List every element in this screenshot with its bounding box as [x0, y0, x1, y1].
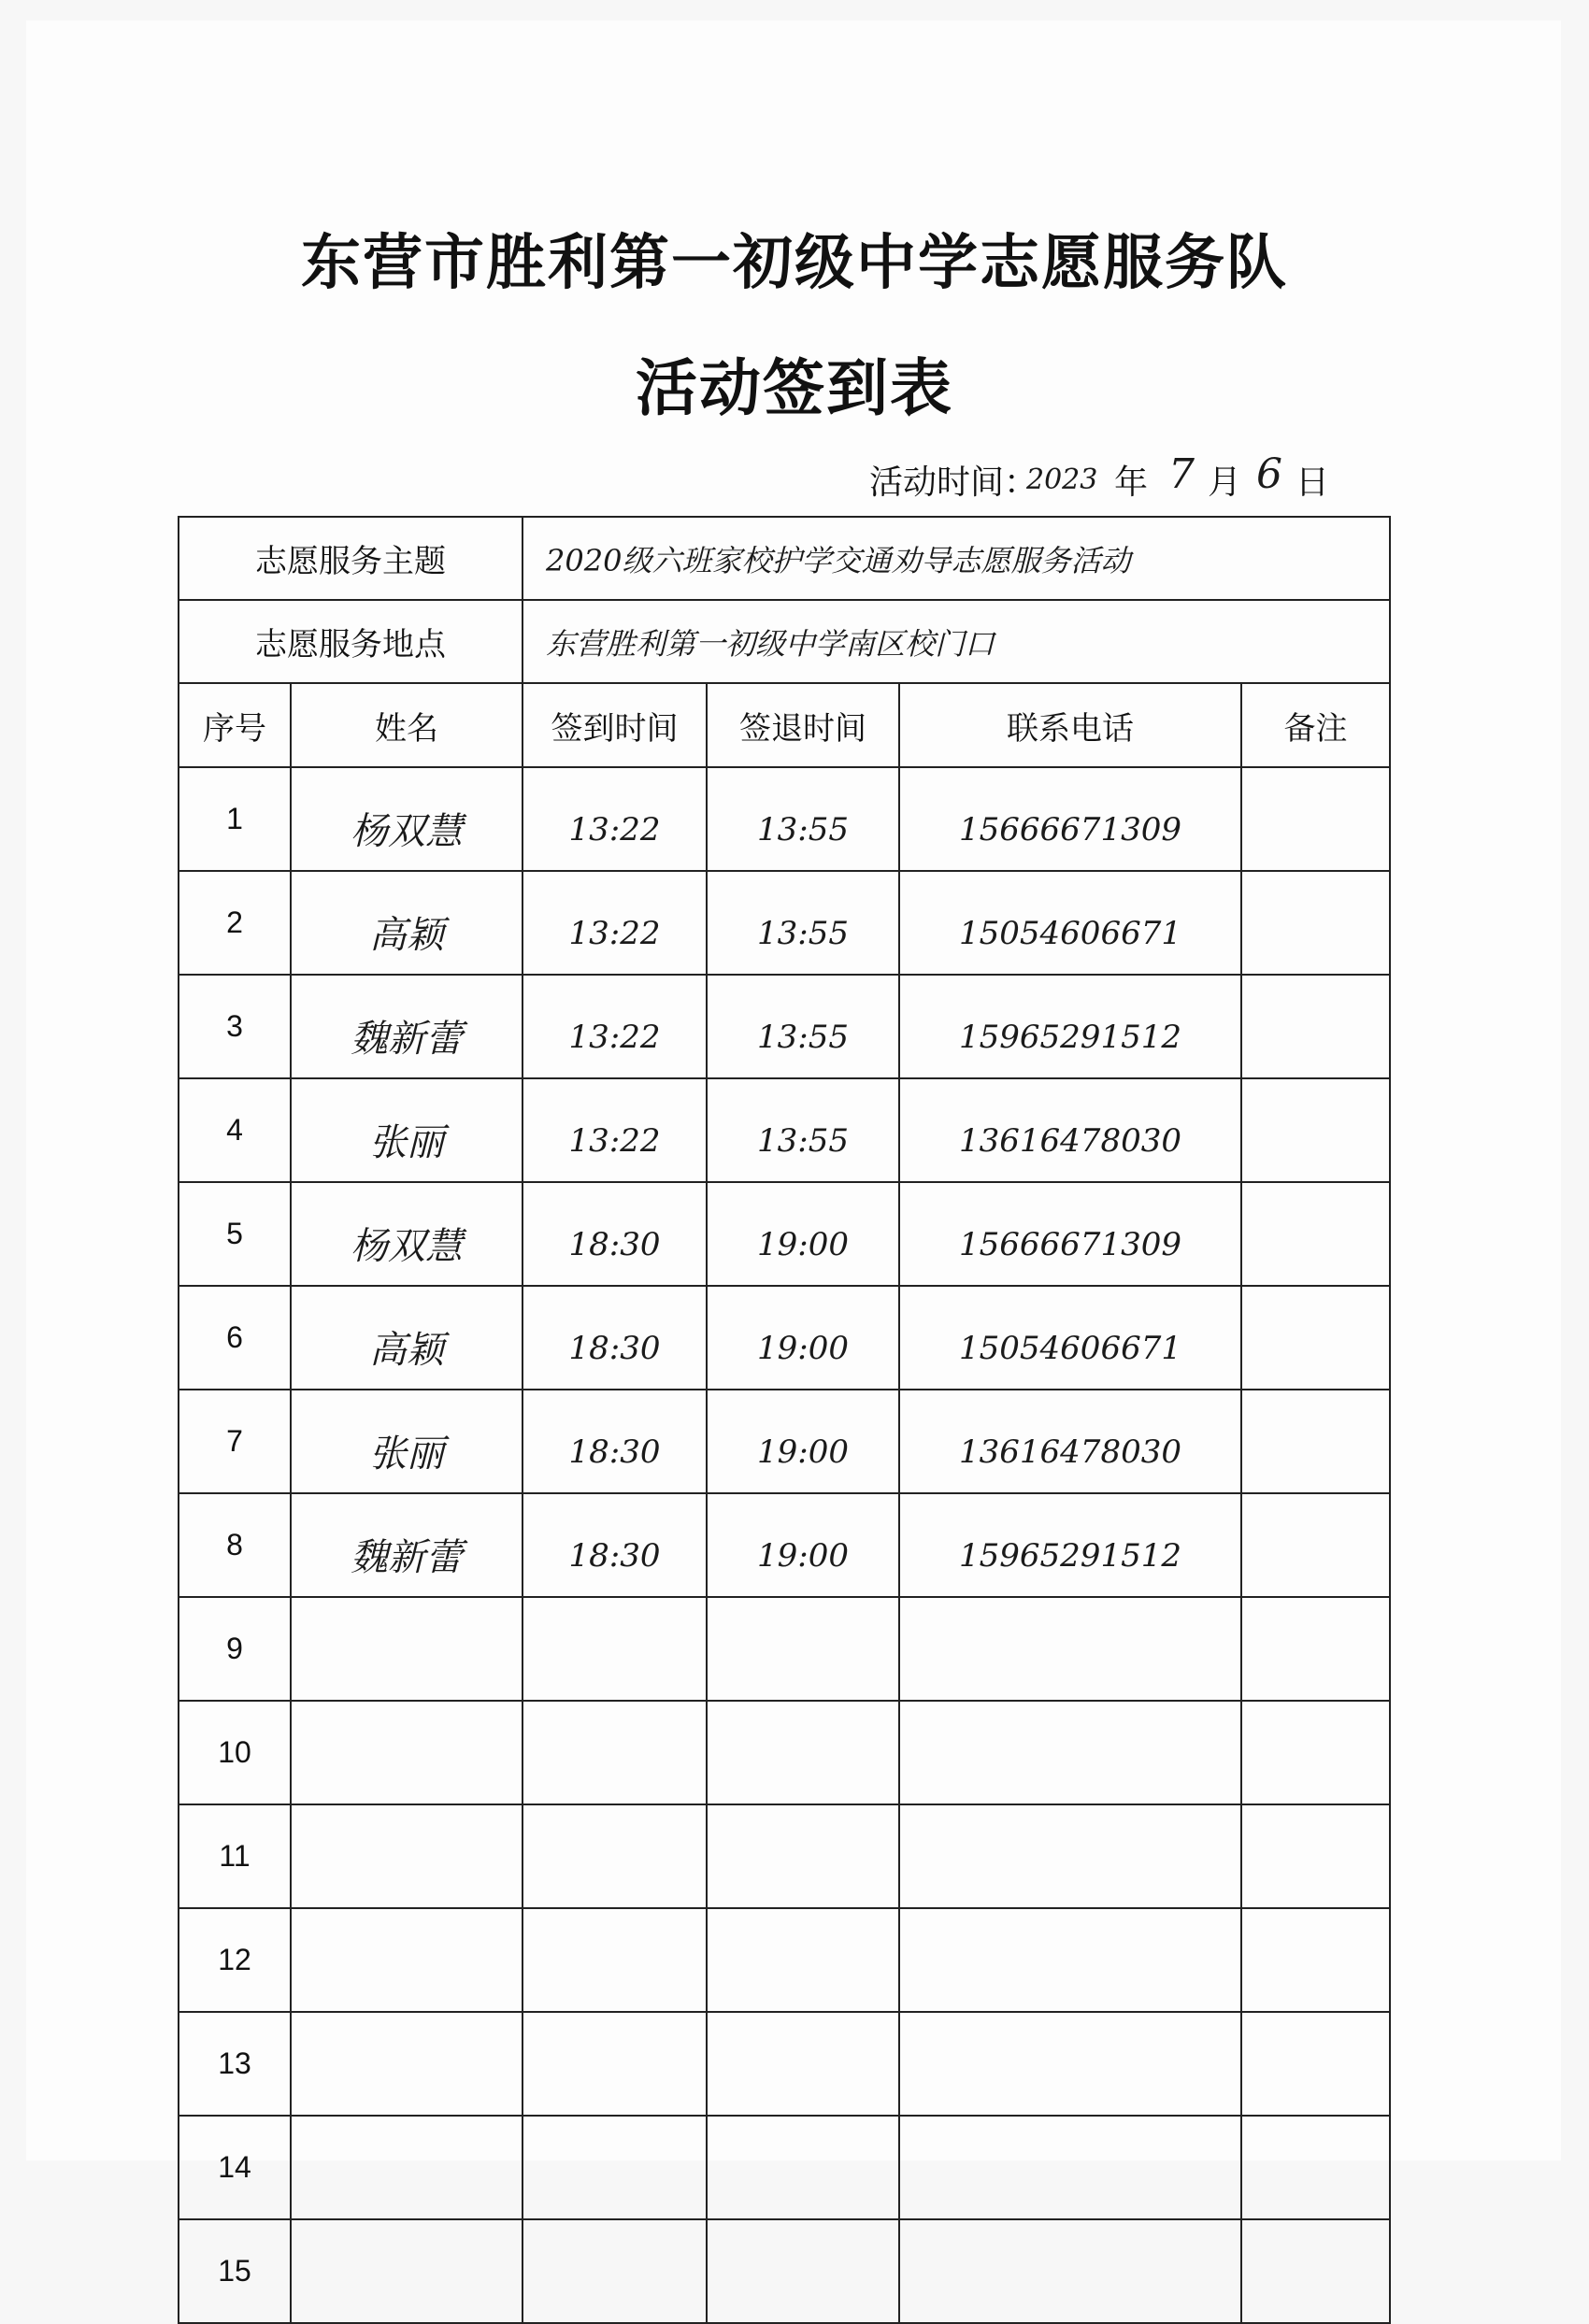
- date-year-unit: 年: [1114, 463, 1149, 502]
- theme-label: 志愿服务主题: [179, 517, 523, 600]
- cell-phone: [899, 1804, 1241, 1908]
- cell-name: [291, 2116, 523, 2219]
- cell-name: [291, 2219, 523, 2323]
- theme-value: 2020级六班家校护学交通劝导志愿服务活动: [523, 517, 1390, 600]
- cell-sign-out: 19:00: [707, 1390, 899, 1493]
- column-header-row: [179, 683, 1390, 767]
- table-row: [179, 1908, 1390, 2012]
- cell-sign-in: 18:30: [523, 1493, 707, 1597]
- date-year-value: 2023: [1026, 463, 1098, 496]
- date-month-unit: 月: [1208, 463, 1242, 502]
- cell-sign-in: [523, 1597, 707, 1701]
- cell-note: [1241, 1182, 1390, 1286]
- cell-note: [1241, 1804, 1390, 1908]
- cell-sign-out: 19:00: [707, 1286, 899, 1390]
- cell-note: [1241, 1908, 1390, 2012]
- cell-sign-in: 13:22: [523, 975, 707, 1078]
- table-row: [179, 1597, 1390, 1701]
- cell-no: 11: [179, 1804, 291, 1908]
- cell-sign-out: 13:55: [707, 871, 899, 975]
- cell-sign-out: [707, 1701, 899, 1804]
- form-title-line2: 活动签到表: [636, 352, 953, 424]
- cell-no: 3: [179, 975, 291, 1078]
- column-header-sign-out: 签退时间: [707, 683, 899, 767]
- table-row: [179, 1286, 1390, 1390]
- cell-note: [1241, 2219, 1390, 2323]
- activity-date: [869, 450, 1337, 506]
- cell-phone: 15965291512: [899, 1493, 1241, 1597]
- form-title-line1: 东营市胜利第一初级中学志愿服务队: [301, 229, 1288, 298]
- cell-name: 杨双慧: [291, 1182, 523, 1286]
- cell-phone: [899, 2219, 1241, 2323]
- cell-sign-out: 13:55: [707, 1078, 899, 1182]
- cell-sign-in: 13:22: [523, 871, 707, 975]
- date-day-value: 6: [1256, 450, 1282, 498]
- cell-no: 6: [179, 1286, 291, 1390]
- cell-phone: 13616478030: [899, 1078, 1241, 1182]
- cell-phone: [899, 2012, 1241, 2116]
- cell-no: 8: [179, 1493, 291, 1597]
- cell-no: 15: [179, 2219, 291, 2323]
- cell-phone: 15965291512: [899, 975, 1241, 1078]
- cell-name: [291, 1908, 523, 2012]
- table-row: [179, 975, 1390, 1078]
- cell-no: 13: [179, 2012, 291, 2116]
- cell-sign-in: [523, 2219, 707, 2323]
- cell-name: [291, 2012, 523, 2116]
- sign-in-table: [178, 516, 1391, 2324]
- theme-row: [179, 517, 1390, 600]
- cell-note: [1241, 2012, 1390, 2116]
- location-row: [179, 600, 1390, 683]
- cell-sign-out: 13:55: [707, 767, 899, 871]
- cell-phone: [899, 1701, 1241, 1804]
- cell-name: 高颖: [291, 871, 523, 975]
- column-header-name: 姓名: [291, 683, 523, 767]
- cell-note: [1241, 2116, 1390, 2219]
- cell-sign-out: [707, 2012, 899, 2116]
- cell-phone: 15666671309: [899, 1182, 1241, 1286]
- column-header-phone: 联系电话: [899, 683, 1241, 767]
- cell-phone: [899, 2116, 1241, 2219]
- cell-note: [1241, 1597, 1390, 1701]
- cell-no: 14: [179, 2116, 291, 2219]
- cell-sign-in: 18:30: [523, 1286, 707, 1390]
- column-header-sign-in: 签到时间: [523, 683, 707, 767]
- cell-no: 1: [179, 767, 291, 871]
- cell-sign-in: [523, 1804, 707, 1908]
- cell-sign-out: [707, 2116, 899, 2219]
- table-row: [179, 1182, 1390, 1286]
- cell-sign-in: 18:30: [523, 1182, 707, 1286]
- cell-sign-in: 13:22: [523, 767, 707, 871]
- cell-sign-in: [523, 2116, 707, 2219]
- cell-no: 7: [179, 1390, 291, 1493]
- cell-note: [1241, 1390, 1390, 1493]
- cell-phone: [899, 1908, 1241, 2012]
- cell-note: [1241, 1286, 1390, 1390]
- column-header-note: 备注: [1241, 683, 1390, 767]
- cell-no: 10: [179, 1701, 291, 1804]
- cell-phone: 13616478030: [899, 1390, 1241, 1493]
- cell-sign-out: 19:00: [707, 1493, 899, 1597]
- cell-sign-out: [707, 1597, 899, 1701]
- cell-name: [291, 1597, 523, 1701]
- table-row: [179, 1078, 1390, 1182]
- table-row: [179, 767, 1390, 871]
- cell-no: 12: [179, 1908, 291, 2012]
- table-row: [179, 1390, 1390, 1493]
- cell-sign-out: 13:55: [707, 975, 899, 1078]
- cell-sign-in: [523, 1908, 707, 2012]
- cell-phone: 15666671309: [899, 767, 1241, 871]
- cell-note: [1241, 1701, 1390, 1804]
- table-row: [179, 2012, 1390, 2116]
- cell-no: 5: [179, 1182, 291, 1286]
- cell-name: 张丽: [291, 1078, 523, 1182]
- table-row: [179, 2219, 1390, 2323]
- table-row: [179, 1493, 1390, 1597]
- cell-name: 杨双慧: [291, 767, 523, 871]
- column-header-no: 序号: [179, 683, 291, 767]
- cell-name: 魏新蕾: [291, 975, 523, 1078]
- cell-phone: 15054606671: [899, 1286, 1241, 1390]
- cell-note: [1241, 767, 1390, 871]
- cell-sign-out: [707, 1804, 899, 1908]
- cell-no: 9: [179, 1597, 291, 1701]
- cell-name: 张丽: [291, 1390, 523, 1493]
- cell-note: [1241, 975, 1390, 1078]
- cell-name: [291, 1701, 523, 1804]
- cell-sign-in: 13:22: [523, 1078, 707, 1182]
- cell-note: [1241, 871, 1390, 975]
- date-label: 活动时间：: [869, 463, 1038, 502]
- table-row: [179, 871, 1390, 975]
- cell-sign-in: [523, 1701, 707, 1804]
- cell-name: 高颖: [291, 1286, 523, 1390]
- cell-no: 4: [179, 1078, 291, 1182]
- cell-name: 魏新蕾: [291, 1493, 523, 1597]
- cell-phone: [899, 1597, 1241, 1701]
- table-row: [179, 1701, 1390, 1804]
- location-value: 东营胜利第一初级中学南区校门口: [523, 600, 1390, 683]
- date-day-unit: 日: [1296, 463, 1330, 502]
- cell-phone: 15054606671: [899, 871, 1241, 975]
- cell-sign-in: 18:30: [523, 1390, 707, 1493]
- table-row: [179, 1804, 1390, 1908]
- table-row: [179, 2116, 1390, 2219]
- location-label: 志愿服务地点: [179, 600, 523, 683]
- cell-sign-out: [707, 2219, 899, 2323]
- cell-name: [291, 1804, 523, 1908]
- cell-note: [1241, 1493, 1390, 1597]
- date-month-value: 7: [1168, 450, 1195, 498]
- cell-sign-out: 19:00: [707, 1182, 899, 1286]
- cell-sign-out: [707, 1908, 899, 2012]
- cell-note: [1241, 1078, 1390, 1182]
- cell-no: 2: [179, 871, 291, 975]
- cell-sign-in: [523, 2012, 707, 2116]
